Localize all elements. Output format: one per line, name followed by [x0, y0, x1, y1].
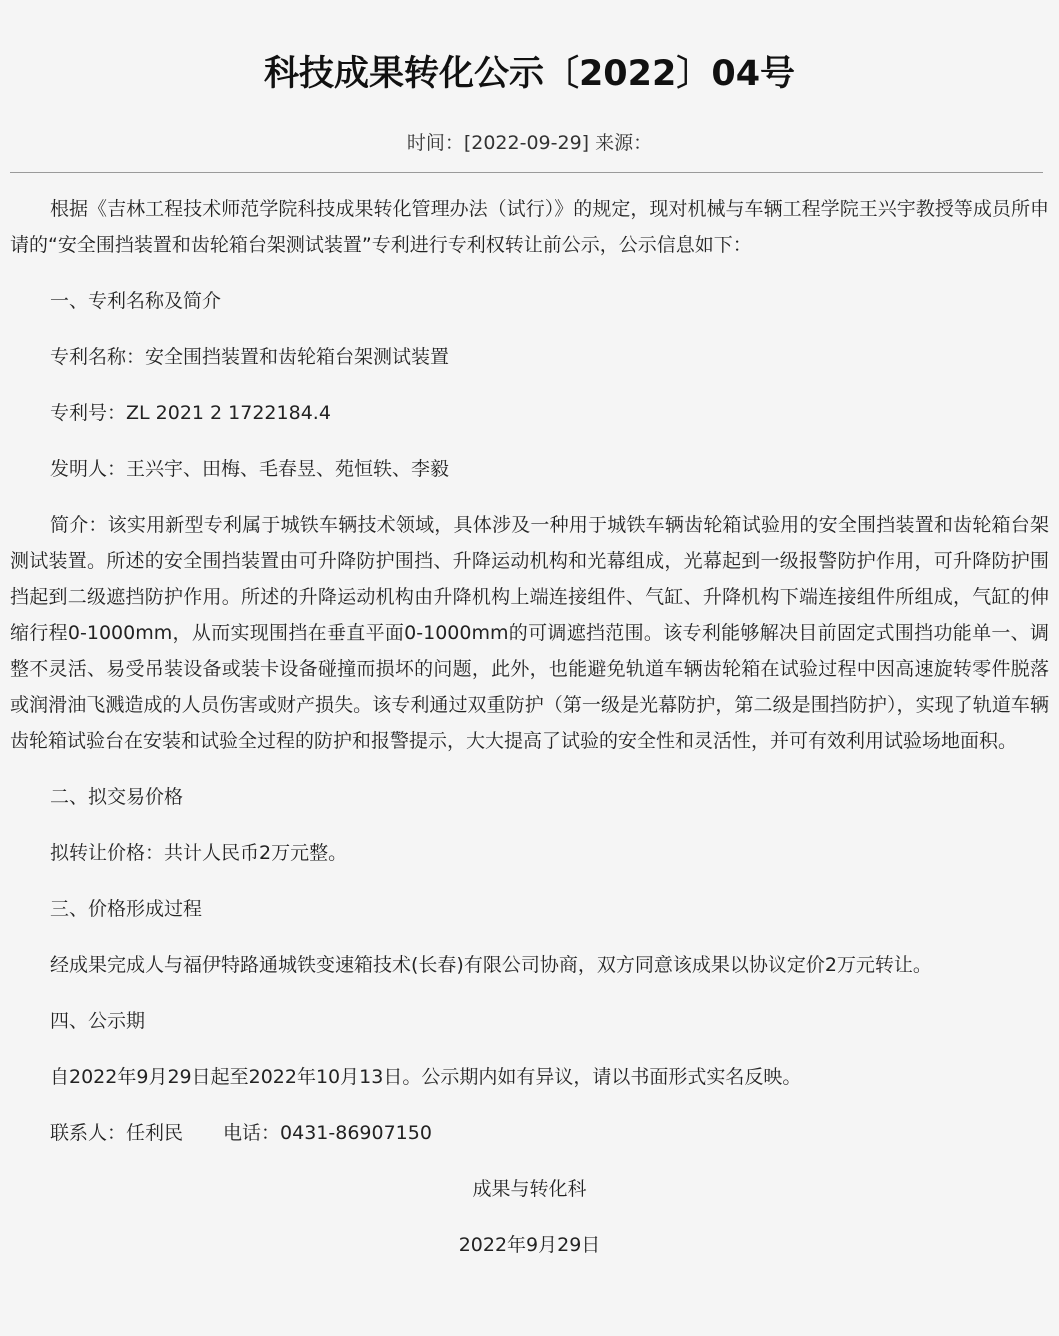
- contact-line: [10, 1115, 1049, 1151]
- price-text: 拟转让价格：共计人民币2万元整。: [50, 842, 348, 864]
- section-heading-1: 一、专利名称及简介: [50, 290, 222, 312]
- meta-line: [10, 128, 1049, 158]
- page-title: 科技成果转化公示〔2022〕04号: [263, 54, 796, 94]
- section-heading-2: 二、拟交易价格: [50, 786, 184, 808]
- inventors: 发明人：王兴宇、田梅、毛春昱、苑恒轶、李毅: [50, 458, 450, 480]
- intro-paragraph: 根据《吉林工程技术师范学院科技成果转化管理办法（试行）》的规定，现对机械与车辆工程学院王兴宇教授等成员所申请的“安全围挡装置和齿轮箱台架测试装置”专利进行专利权转让前公示，公示信息如下：: [10, 198, 1049, 256]
- process-text: 经成果完成人与福伊特路通城铁变速箱技术(长春)有限公司协商，双方同意该成果以协议定价2万元转让。: [50, 954, 932, 976]
- publish-date: [2022-09-29]: [463, 132, 590, 154]
- patent-number: 专利号：ZL 2021 2 1722184.4: [50, 402, 331, 424]
- patent-name: 专利名称：安全围挡装置和齿轮箱台架测试装置: [50, 346, 450, 368]
- contact-phone: 电话：0431-86907150: [223, 1122, 432, 1144]
- divider: [10, 172, 1043, 173]
- patent-summary: 简介：该实用新型专利属于城铁车辆技术领域，具体涉及一种用于城铁车辆齿轮箱试验用的安全围挡装置和齿轮箱台架测试装置。所述的安全围挡装置由可升降防护围挡、升降运动机构和光幕组成，光幕起到一级报警防护作用，可升降防护围挡起到二级遮挡防护作用。所述的升降运动机构由升降机构上端连接组件、气缸、升降机构下端连接组件所组成，气缸的伸缩行程0-1000mm，从而实现围挡在垂直平面0-1000mm的可调遮挡范围。该专利能够解决目前固定式围挡功能单一、调整不灵活、易受吊装设备或装卡设备碰撞而损坏的问题，此外，也能避免轨道车辆齿轮箱在试验过程中因高速旋转零件脱落或润滑油飞溅造成的人员伤害或财产损失。该专利通过双重防护（第一级是光幕防护，第二级是围挡防护），实现了轨道车辆齿轮箱试验台在安装和试验全过程的防护和报警提示，大大提高了试验的安全性和灵活性，并可有效利用试验场地面积。: [10, 514, 1049, 752]
- time-label: 时间：: [406, 132, 464, 154]
- signature-date: 2022年9月29日: [458, 1234, 601, 1256]
- signature-dept: 成果与转化科: [472, 1178, 587, 1200]
- section-heading-3: 三、价格形成过程: [50, 898, 203, 920]
- contact-person: 联系人：任利民: [50, 1122, 184, 1144]
- period-text: 自2022年9月29日起至2022年10月13日。公示期内如有异议，请以书面形式实名反映。: [50, 1066, 802, 1088]
- section-heading-4: 四、公示期: [50, 1010, 146, 1032]
- article-body: [10, 191, 1049, 1263]
- source-label: 来源：: [595, 132, 653, 154]
